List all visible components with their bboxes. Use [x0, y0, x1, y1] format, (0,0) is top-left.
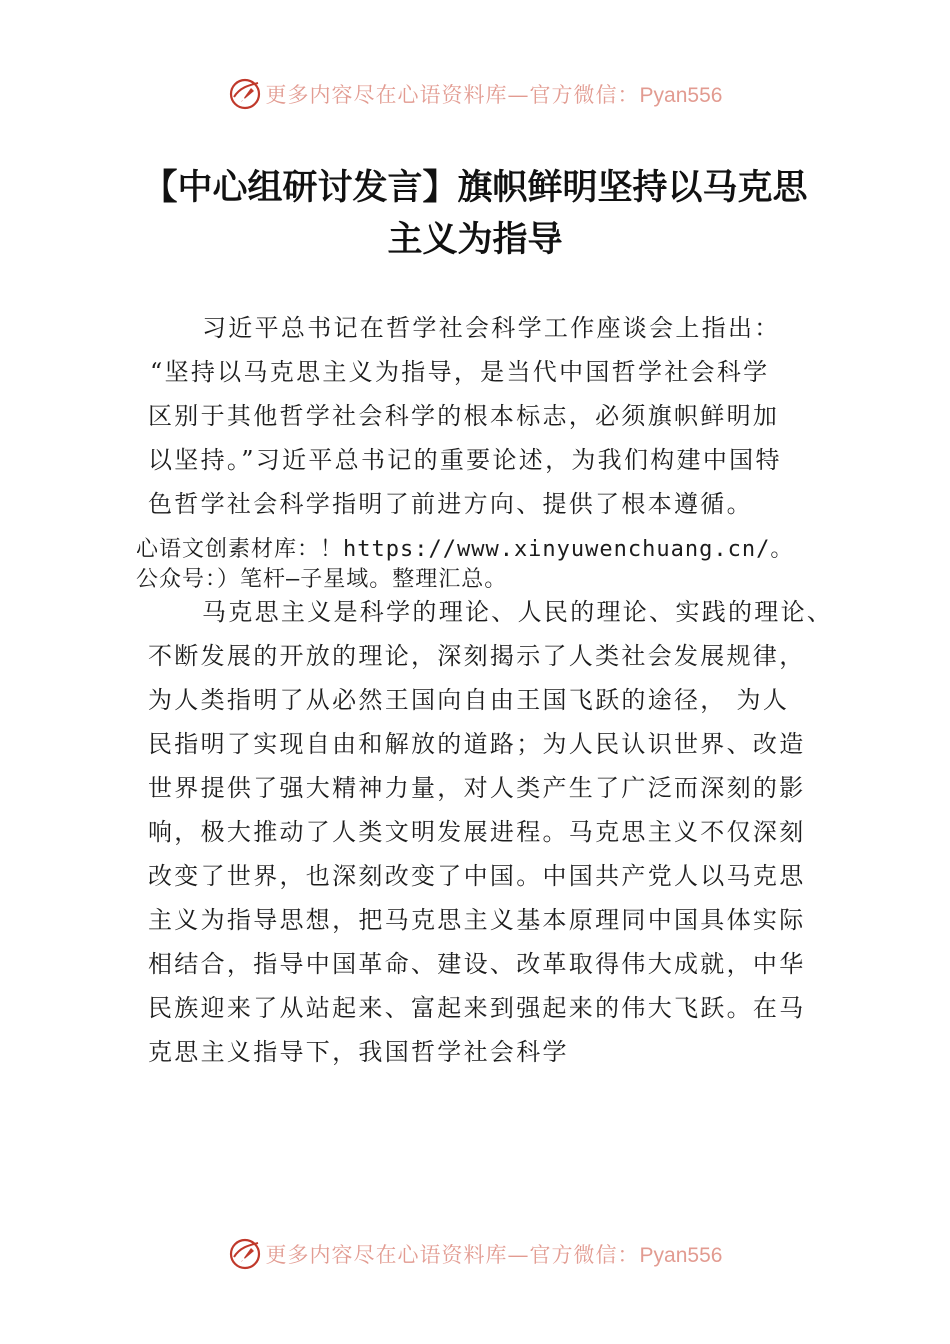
paragraph1-line: 以坚持。”习近平总书记的重要论述，为我们构建中国特	[148, 446, 782, 474]
paragraph1-line: “坚持以马克思主义为指导，是当代中国哲学社会科学	[150, 358, 770, 386]
title-line-2: 主义为指导	[387, 220, 563, 260]
source-note-line: 心语文创素材库：！https://www.xinyuwenchuang.cn/。	[136, 537, 794, 562]
paragraph1-line: 色哲学社会科学指明了前进方向、提供了根本遵循。	[148, 490, 753, 518]
banner-wechat-id: Pyan556	[639, 84, 723, 107]
footer-banner	[0, 1232, 950, 1276]
title-line-1: 【中心组研讨发言】旗帜鲜明坚持以马克思	[142, 168, 808, 208]
banner-text-cn: 更多内容尽在心语资料库—官方微信：	[265, 1243, 640, 1267]
header-banner	[0, 72, 950, 116]
paragraph2-line: 克思主义指导下，我国哲学社会科学	[148, 1038, 569, 1066]
paragraph2-line: 响，极大推动了人类文明发展进程。马克思主义不仅深刻	[148, 818, 806, 846]
paragraph2-line: 主义为指导思想，把马克思主义基本原理同中国具体实际	[148, 906, 806, 934]
document-title	[60, 162, 890, 266]
paragraph2-line: 改变了世界，也深刻改变了中国。中国共产党人以马克思	[148, 862, 806, 890]
paragraph1-line: 习近平总书记在哲学社会科学工作座谈会上指出：	[202, 314, 781, 342]
paragraph2-line: 相结合，指导中国革命、建设、改革取得伟大成就，中华	[148, 950, 806, 978]
paragraph2-line: 马克思主义是科学的理论、人民的理论、实践的理论、	[202, 598, 834, 626]
pen-logo-icon	[228, 77, 262, 111]
paragraph1-line: 区别于其他哲学社会科学的根本标志，必须旗帜鲜明加	[148, 402, 780, 430]
paragraph2-line: 民族迎来了从站起来、富起来到强起来的伟大飞跃。在马	[148, 994, 806, 1022]
source-note-line: 公众号：）笔杆—子星域。整理汇总。	[136, 567, 508, 592]
paragraph2-line: 不断发展的开放的理论，深刻揭示了人类社会发展规律，	[148, 642, 806, 670]
banner-text-cn: 更多内容尽在心语资料库—官方微信：	[265, 83, 640, 107]
banner-wechat-id: Pyan556	[639, 1244, 723, 1267]
paragraph2-line: 世界提供了强大精神力量，对人类产生了广泛而深刻的影	[148, 774, 806, 802]
paragraph2-line: 民指明了实现自由和解放的道路；为人民认识世界、改造	[148, 730, 806, 758]
pen-logo-icon	[228, 1237, 262, 1271]
paragraph2-line: 为人类指明了从必然王国向自由王国飞跃的途径， 为人	[148, 686, 790, 714]
